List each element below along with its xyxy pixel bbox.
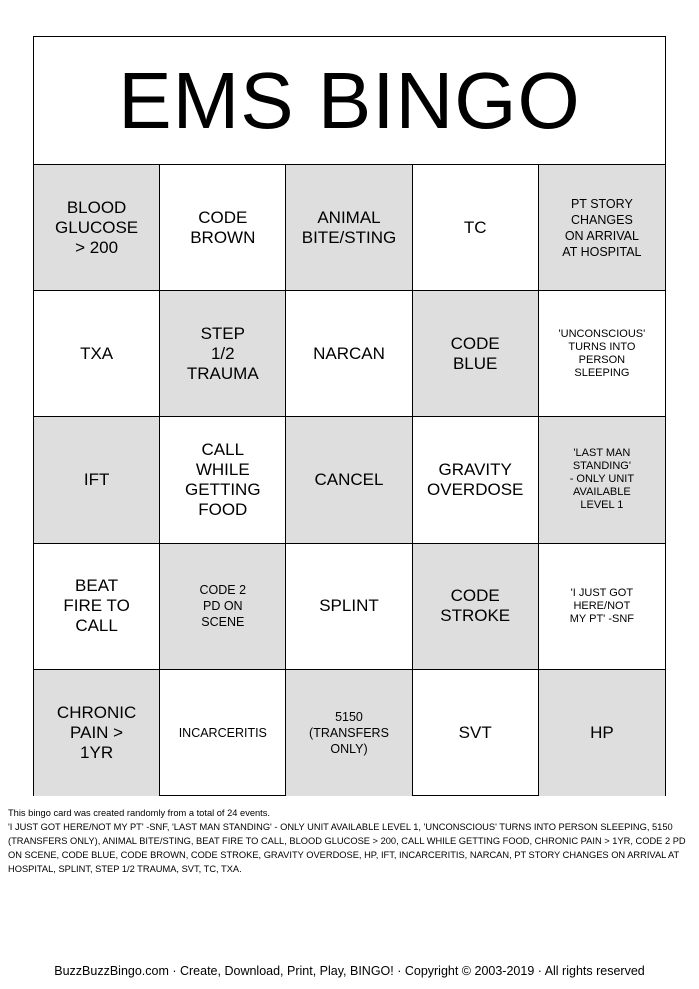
bingo-grid xyxy=(34,165,665,796)
card-title: EMS BINGO xyxy=(34,37,665,165)
bingo-cell: CHRONIC PAIN > 1YR xyxy=(34,670,160,796)
site-footer: BuzzBuzzBingo.com · Create, Download, Print, Play, BINGO! · Copyright © 2003-2019 · All rights reserved xyxy=(54,964,645,978)
bingo-cell: 'I JUST GOT HERE/NOT MY PT' -SNF xyxy=(539,544,665,670)
footnote-event-list: 'I JUST GOT HERE/NOT MY PT' -SNF, 'LAST MAN STANDING' - ONLY UNIT AVAILABLE LEVEL 1, 'UNCONSCIOUS' TURNS INTO PERSON SLEEPING, 5150 (TRANSFERS ONLY), ANIMAL BITE/STING, BEAT FIRE TO CALL, BLOOD GLUCOSE > 200, CALL WHILE GETTING FOOD, CHRONIC PAIN > 1YR, CODE 2 PD ON SCENE, CODE BLUE, CODE BROWN, CODE STROKE, GRAVITY OVERDOSE, HP, IFT, INCARCERITIS, NARCAN, PT STORY CHANGES ON ARRIVAL AT HOSPITAL, SPLINT, STEP 1/2 TRAUMA, SVT, TC, TXA. xyxy=(8,822,686,874)
bingo-cell: CODE BROWN xyxy=(160,165,286,291)
footnote-summary: This bingo card was created randomly from a total of 24 events. xyxy=(8,808,270,818)
bingo-cell: CODE BLUE xyxy=(413,291,539,417)
bingo-cell: BEAT FIRE TO CALL xyxy=(34,544,160,670)
bingo-cell: INCARCERITIS xyxy=(160,670,286,796)
bingo-cell: CODE STROKE xyxy=(413,544,539,670)
bingo-card xyxy=(33,36,666,796)
bingo-cell: STEP 1/2 TRAUMA xyxy=(160,291,286,417)
bingo-cell: CODE 2 PD ON SCENE xyxy=(160,544,286,670)
bingo-cell: TXA xyxy=(34,291,160,417)
footnote xyxy=(8,806,691,876)
bingo-cell: ANIMAL BITE/STING xyxy=(286,165,412,291)
bingo-cell: NARCAN xyxy=(286,291,412,417)
bingo-cell: TC xyxy=(413,165,539,291)
bingo-cell: CALL WHILE GETTING FOOD xyxy=(160,417,286,543)
bingo-cell: IFT xyxy=(34,417,160,543)
bingo-cell: BLOOD GLUCOSE > 200 xyxy=(34,165,160,291)
bingo-cell: 5150 (TRANSFERS ONLY) xyxy=(286,670,412,796)
bingo-cell: 'LAST MAN STANDING' - ONLY UNIT AVAILABLE LEVEL 1 xyxy=(539,417,665,543)
bingo-cell: CANCEL xyxy=(286,417,412,543)
bingo-cell: SPLINT xyxy=(286,544,412,670)
bingo-cell: HP xyxy=(539,670,665,796)
bingo-cell: GRAVITY OVERDOSE xyxy=(413,417,539,543)
bingo-cell: 'UNCONSCIOUS' TURNS INTO PERSON SLEEPING xyxy=(539,291,665,417)
bingo-cell: SVT xyxy=(413,670,539,796)
bingo-cell: PT STORY CHANGES ON ARRIVAL AT HOSPITAL xyxy=(539,165,665,291)
